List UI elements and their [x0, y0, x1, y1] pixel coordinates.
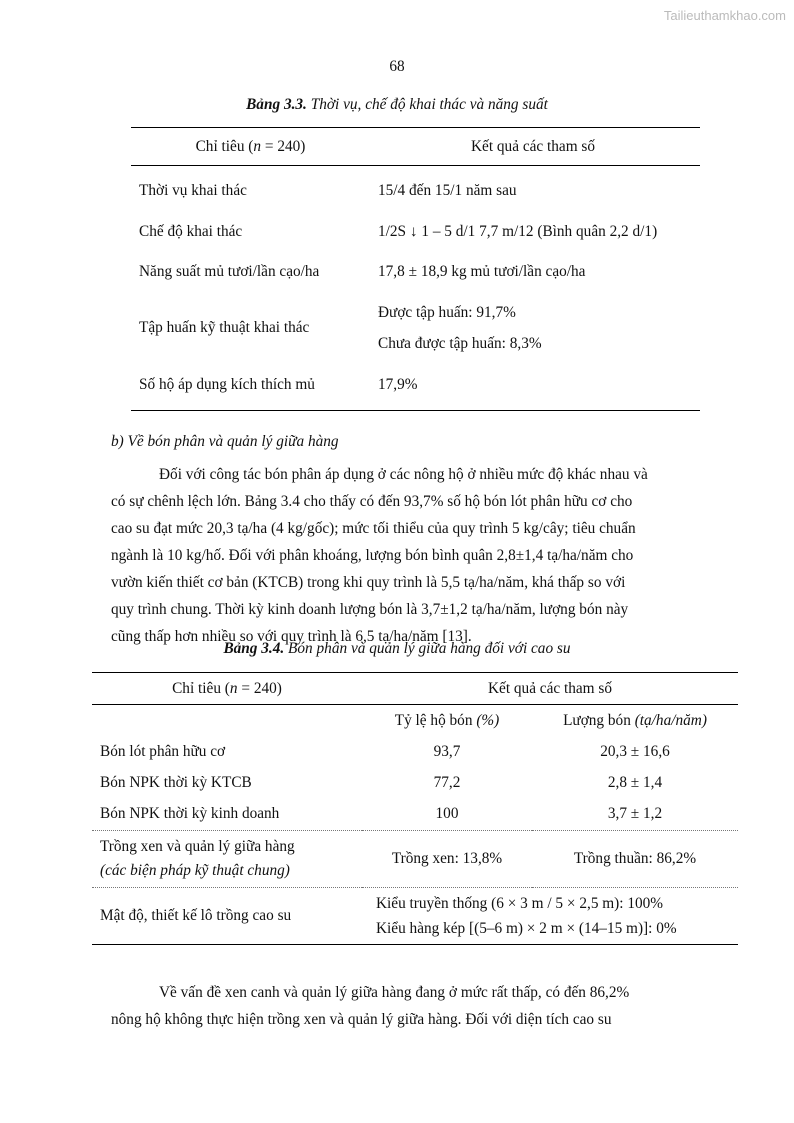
- header-results: Kết quả các tham số: [487, 679, 613, 697]
- table1-caption: [0, 96, 794, 114]
- row-label: Bón NPK thời kỳ kinh doanh: [100, 805, 280, 822]
- page-number: 68: [389, 58, 405, 75]
- row-label: Năng suất mủ tươi/lần cạo/ha: [139, 263, 320, 280]
- header-indicator: Chỉ tiêu (n = 240): [172, 679, 282, 697]
- table-row: [92, 736, 738, 767]
- row-rate: 93,7: [433, 742, 461, 760]
- row-label: Chế độ khai thác: [139, 223, 243, 240]
- density-label: Mật độ, thiết kế lô trồng cao su: [92, 888, 362, 945]
- paragraph-1: Đối với công tác bón phân áp dụng ở các nông hộ ở nhiều mức độ khác nhau và có sự chênh lệch lớn. Bảng 3.4 cho thấy có đến 93,7% số hộ bón lót phân hữu cơ cho cao su đạt mức 20,3 tạ/ha (4 kg/gốc); mức tối thiểu của quy trình 5 kg/cây; tiêu chuẩn ngành là 10 kg/hố. Đối với phân khoáng, lượng bón bình quân 2,8±1,4 tạ/ha/năm cho vườn kiến thiết cơ bản (KTCB) trong khi quy trình là 5,5 tạ/ha/năm, khá thấp so với quy trình chung. Thời kỳ kinh doanh lượng bón là 3,7±1,2 tạ/ha/năm, lượng bón này cũng thấp hơn nhiều so với quy trình là 6,5 tạ/ha/năm [13].: [111, 466, 648, 645]
- paragraph-2: Về vấn đề xen canh và quản lý giữa hàng đang ở mức rất thấp, có đến 86,2% nông hộ không thực hiện trồng xen và quản lý giữa hàng. Đối với diện tích cao su: [111, 984, 630, 1028]
- row-label: Số hộ áp dụng kích thích mủ: [139, 376, 315, 393]
- subheader-amount: Lượng bón (tạ/ha/năm): [563, 711, 707, 729]
- table-row: [131, 252, 700, 292]
- table-header-row: [131, 128, 700, 166]
- intercrop-value-2: Trồng thuần: 86,2%: [532, 831, 738, 888]
- density-values: Kiểu truyền thống (6 × 3 m / 5 × 2,5 m): 100% Kiểu hàng kép [(5–6 m) × 2 m × (14–15 m)]: 0%: [362, 888, 738, 945]
- row-amount: 20,3 ± 16,6: [600, 742, 670, 760]
- subheader-rate: Tỷ lệ hộ bón (%): [394, 711, 500, 729]
- table-3-4: [92, 672, 738, 945]
- row-label: Thời vụ khai thác: [139, 182, 247, 199]
- row-value: 15/4 đến 15/1 năm sau: [378, 182, 517, 199]
- table-row: [131, 166, 700, 213]
- table-3-3: [131, 127, 700, 411]
- table-row: [131, 364, 700, 411]
- intercrop-label: Trồng xen và quản lý giữa hàng (các biện pháp kỹ thuật chung): [92, 831, 362, 888]
- table2-caption: [0, 640, 794, 658]
- intercrop-value-1: Trồng xen: 13,8%: [362, 831, 532, 888]
- header-indicator: Chỉ tiêu (n = 240): [131, 128, 370, 166]
- intercrop-row: [92, 831, 738, 888]
- row-amount: 2,8 ± 1,4: [607, 773, 663, 791]
- section-b-heading: b) Về bón phân và quản lý giữa hàng: [111, 433, 339, 450]
- row-amount: 3,7 ± 1,2: [607, 805, 663, 822]
- table-row: [92, 798, 738, 831]
- table2-caption-text: Bón phân và quản lý giữa hàng đối với cao su: [284, 640, 571, 657]
- row-label: Bón lót phân hữu cơ: [100, 742, 226, 760]
- table-row: [131, 292, 700, 364]
- row-value: 17,9%: [378, 376, 418, 393]
- row-rate: 100: [435, 805, 459, 822]
- table2-caption-label: Bảng 3.4.: [223, 640, 285, 657]
- table-subheader-row: [92, 705, 738, 737]
- table-row: [92, 767, 738, 798]
- row-rate: 77,2: [433, 773, 461, 791]
- watermark: Tailieuthamkhao.com: [663, 8, 786, 23]
- table1-caption-label: Bảng 3.3.: [246, 96, 307, 113]
- table1-caption-text: Thời vụ, chế độ khai thác và năng suất: [306, 96, 548, 113]
- row-value: 17,8 ± 18,9 kg mủ tươi/lần cạo/ha: [378, 263, 586, 280]
- table-header-row: [92, 673, 738, 705]
- row-label: Tập huấn kỹ thuật khai thác: [139, 319, 310, 336]
- density-row: [92, 888, 738, 945]
- row-value: 1/2S ↓ 1 – 5 d/1 7,7 m/12 (Bình quân 2,2 d/1): [378, 223, 658, 240]
- row-value: Được tập huấn: 91,7% Chưa được tập huấn: 8,3%: [378, 304, 542, 352]
- header-results: Kết quả các tham số: [370, 128, 700, 166]
- table-row: [131, 212, 700, 252]
- row-label: Bón NPK thời kỳ KTCB: [100, 773, 252, 791]
